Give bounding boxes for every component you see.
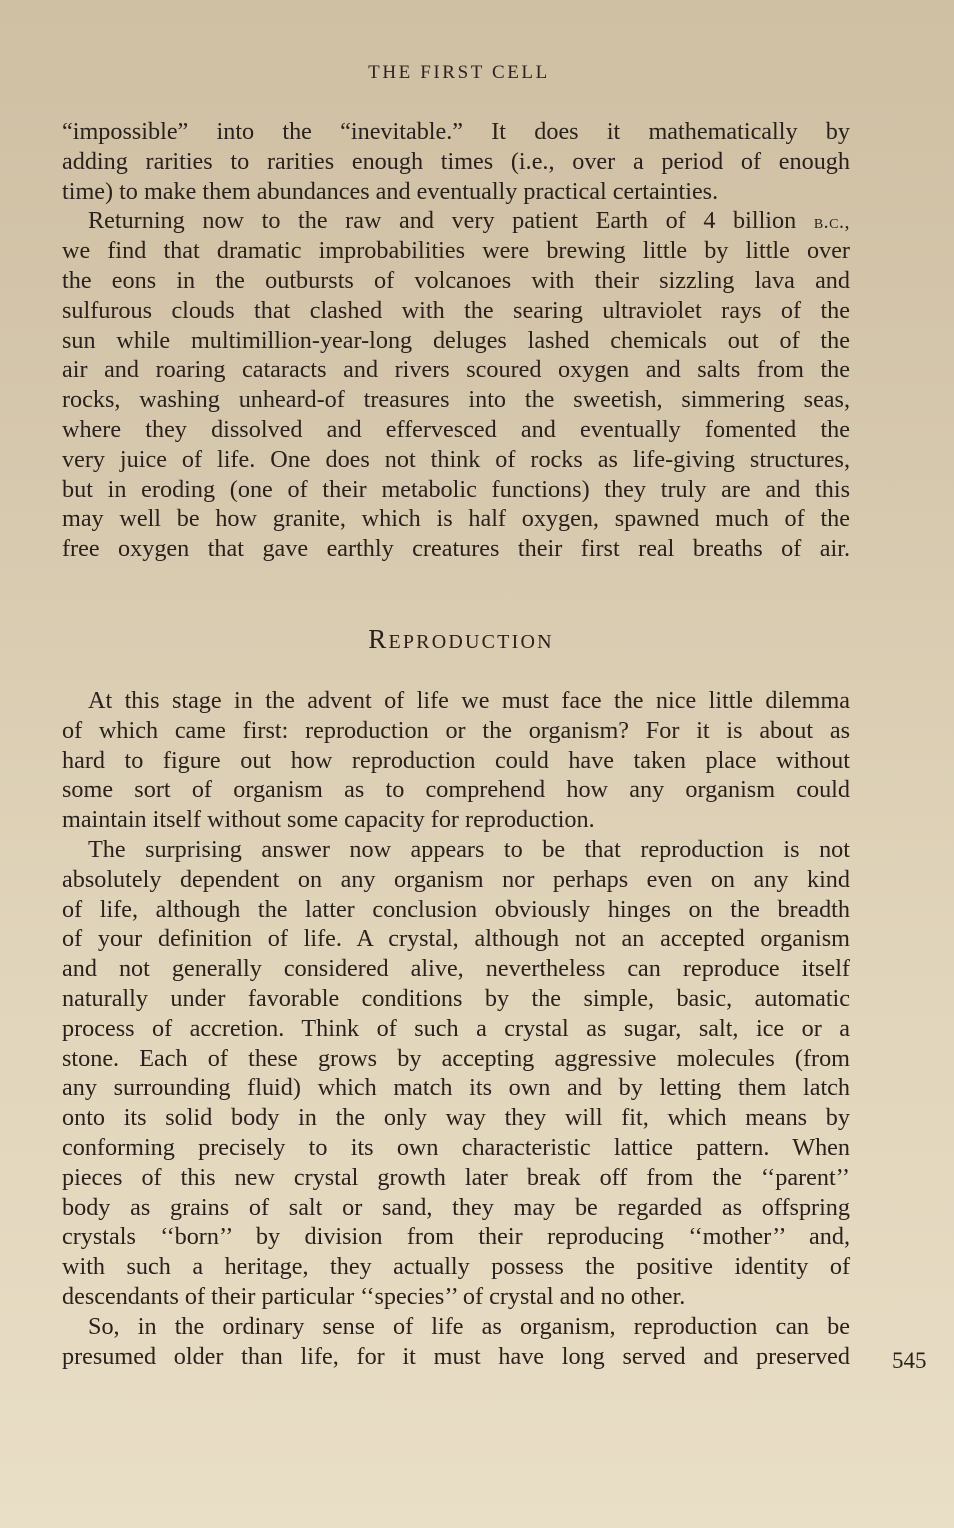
text-line: sulfurous clouds that clashed with the searing ultraviolet rays of the (62, 296, 850, 324)
era-abbreviation: b.c., (813, 211, 850, 234)
text-line: where they dissolved and effervesced and eventually fomented the (62, 415, 850, 443)
text-line: the eons in the outbursts of volcanoes with their sizzling lava and (62, 266, 850, 294)
text-line: we find that dramatic improbabilities were brewing little by little over (62, 237, 850, 265)
text-line: time) to make them abundances and eventually practical certainties. (62, 177, 719, 205)
text-line: onto its solid body in the only way they will fit, which means by (62, 1104, 850, 1132)
text-line: free oxygen that gave earthly creatures their first real breaths of air. (62, 535, 850, 563)
text-line: descendants of their particular ‘‘species’’ of crystal and no other. (62, 1282, 686, 1310)
text-line: may well be how granite, which is half oxygen, spawned much of the (62, 505, 850, 533)
text-line: stone. Each of these grows by accepting aggressive molecules (from (62, 1044, 850, 1072)
text-line: sun while multimillion-year-long deluges lashed chemicals out of the (62, 326, 850, 354)
text-line: So, in the ordinary sense of life as organism, reproduction can be (88, 1312, 850, 1340)
text-line (62, 206, 850, 236)
body-text-after-section (62, 686, 850, 1371)
text-line: of your definition of life. A crystal, although not an accepted organism (62, 925, 850, 953)
text-line: “impossible” into the “inevitable.” It does it mathematically by (62, 118, 850, 145)
text-line: pieces of this new crystal growth later break off from the ‘‘parent’’ (62, 1163, 850, 1191)
text-line: process of accretion. Think of such a crystal as sugar, salt, ice or a (62, 1014, 850, 1042)
text-line: At this stage in the advent of life we must face the nice little dilemma (88, 687, 850, 714)
text-line-main: Returning now to the raw and very patient Earth of 4 billion (88, 207, 797, 235)
text-line: conforming precisely to its own characteristic lattice pattern. When (62, 1133, 850, 1161)
text-line: of life, although the latter conclusion obviously hinges on the breadth (62, 895, 850, 923)
page-number: 545 (892, 1348, 927, 1373)
text-line: crystals ‘‘born’’ by division from their reproducing ‘‘mother’’ and, (62, 1223, 850, 1251)
text-line: maintain itself without some capacity for reproduction. (62, 806, 595, 834)
text-line: with such a heritage, they actually possess the positive identity of (62, 1253, 850, 1281)
text-line: naturally under favorable conditions by the simple, basic, automatic (62, 984, 850, 1012)
text-line: air and roaring cataracts and rivers scoured oxygen and salts from the (62, 356, 850, 384)
text-line: but in eroding (one of their metabolic functions) they truly are and this (62, 475, 850, 503)
text-line: adding rarities to rarities enough times (i.e., over a period of enough (62, 147, 850, 175)
text-line: and not generally considered alive, nevertheless can reproduce itself (62, 955, 850, 983)
text-line: hard to figure out how reproduction could have taken place without (62, 746, 850, 774)
text-line: The surprising answer now appears to be that reproduction is not (88, 835, 850, 863)
text-line: some sort of organism as to comprehend how any organism could (62, 776, 850, 804)
body-text-before-section (62, 117, 850, 564)
text-line: absolutely dependent on any organism nor perhaps even on any kind (62, 865, 850, 893)
text-line: presumed older than life, for it must have long served and preserved (62, 1342, 850, 1370)
running-head: THE FIRST CELL (368, 62, 550, 83)
section-heading (0, 624, 922, 655)
section-heading-initial: R (368, 624, 389, 654)
section-heading-rest: EPRODUCTION (388, 631, 554, 653)
text-line: body as grains of salt or sand, they may be regarded as offspring (62, 1193, 850, 1221)
text-line: very juice of life. One does not think of rocks as life-giving structures, (62, 445, 850, 473)
text-line: rocks, washing unheard-of treasures into the sweetish, simmering seas, (62, 386, 850, 414)
text-line: any surrounding fluid) which match its own and by letting them latch (62, 1074, 850, 1102)
text-line: of which came first: reproduction or the organism? For it is about as (62, 716, 850, 744)
